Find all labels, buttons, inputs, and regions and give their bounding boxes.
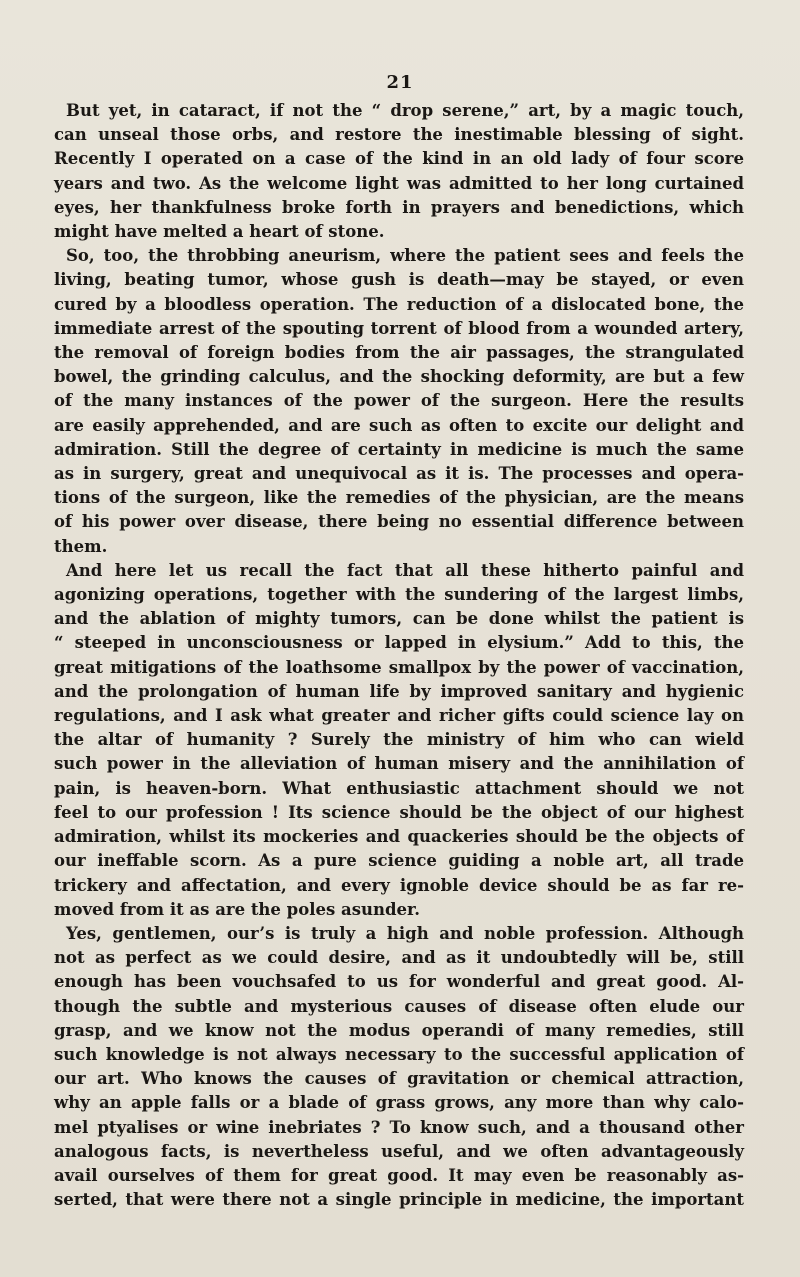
paragraph: [54, 559, 744, 922]
text-line: analogous facts, is nevertheless useful, and we often advantageously: [54, 1141, 744, 1161]
text-line: avail ourselves of them for great good. It may even be reasonably as-: [54, 1165, 744, 1185]
text-line: feel to our profession ! Its science should be the object of our highest: [54, 802, 744, 822]
text-line: pain, is heaven-born. What enthusiastic attachment should we not: [54, 778, 744, 798]
text-line: such power in the alleviation of human misery and the annihilation of: [54, 754, 744, 774]
text-line: serted, that were there not a single principle in medicine, the important: [54, 1190, 744, 1210]
text-line: are easily apprehended, and are such as often to excite our delight and: [54, 415, 744, 435]
text-line: not as perfect as we could desire, and as it undoubtedly will be, still: [54, 948, 744, 968]
text-line: living, beating tumor, whose gush is death—may be stayed, or even: [54, 270, 744, 290]
paragraph: [54, 244, 744, 559]
text-line: cured by a bloodless operation. The reduction of a dislocated bone, the: [54, 294, 744, 314]
text-line: So, too, the throbbing aneurism, where the patient sees and feels the: [66, 246, 744, 266]
text-line: regulations, and I ask what greater and richer gifts could science lay on: [54, 706, 744, 726]
text-line: And here let us recall the fact that all these hitherto painful and: [66, 560, 744, 580]
text-line: grasp, and we know not the modus operandi of many remedies, still: [54, 1020, 744, 1040]
text-line: tions of the surgeon, like the remedies of the physician, are the means: [54, 488, 744, 508]
text-line: can unseal those orbs, and restore the inestimable blessing of sight.: [54, 125, 744, 145]
text-line: as in surgery, great and unequivocal as it is. The processes and opera-: [54, 464, 744, 484]
text-line: Recently I operated on a case of the kind in an old lady of four score: [54, 149, 744, 169]
text-line: admiration. Still the degree of certainty in medicine is much the same: [54, 439, 744, 459]
text-line: of his power over disease, there being no essential difference between: [54, 512, 744, 532]
text-line: such knowledge is not always necessary to the successful application of: [54, 1044, 744, 1064]
text-line: admiration, whilst its mockeries and quackeries should be the objects of: [54, 827, 744, 847]
text-line: mel ptyalises or wine inebriates ? To know such, and a thousand other: [54, 1117, 744, 1137]
text-line: moved from it as are the poles asunder.: [54, 899, 420, 919]
page-number: 21: [386, 72, 414, 93]
text-line: immediate arrest of the spouting torrent of blood from a wounded artery,: [54, 318, 744, 338]
text-line: trickery and affectation, and every ignoble device should be as far re-: [54, 875, 744, 895]
text-line: of the many instances of the power of the surgeon. Here the results: [54, 391, 744, 411]
text-line: enough has been vouchsafed to us for wonderful and great good. Al-: [54, 972, 744, 992]
text-line: great mitigations of the loathsome smallpox by the power of vaccination,: [54, 657, 744, 677]
text-line: the altar of humanity ? Surely the ministry of him who can wield: [54, 730, 744, 750]
text-line: eyes, her thankfulness broke forth in prayers and benedictions, which: [54, 197, 744, 217]
text-line: our art. Who knows the causes of gravitation or chemical attraction,: [54, 1069, 744, 1089]
text-line: bowel, the grinding calculus, and the shocking deformity, are but a few: [54, 367, 744, 387]
text-line: them.: [54, 536, 108, 556]
text-line: might have melted a heart of stone.: [54, 222, 385, 242]
text-line: Yes, gentlemen, our’s is truly a high and noble profession. Although: [66, 923, 744, 943]
text-line: years and two. As the welcome light was admitted to her long curtained: [54, 173, 744, 193]
paragraph: [54, 99, 744, 244]
text-line: why an apple falls or a blade of grass grows, any more than why calo-: [54, 1093, 744, 1113]
text-line: our ineffable scorn. As a pure science guiding a noble art, all trade: [54, 851, 744, 871]
paragraph: [54, 922, 744, 1212]
text-line: But yet, in cataract, if not the “ drop serene,” art, by a magic touch,: [66, 101, 744, 120]
body-text: [54, 99, 744, 1212]
text-line: the removal of foreign bodies from the air passages, the strangulated: [54, 343, 744, 363]
text-line: “ steeped in unconsciousness or lapped in elysium.” Add to this, the: [54, 633, 744, 653]
text-line: though the subtle and mysterious causes of disease often elude our: [54, 996, 744, 1016]
text-line: agonizing operations, together with the sundering of the largest limbs,: [54, 585, 744, 605]
text-line: and the ablation of mighty tumors, can be done whilst the patient is: [54, 609, 744, 629]
text-line: and the prolongation of human life by improved sanitary and hygienic: [54, 681, 744, 701]
